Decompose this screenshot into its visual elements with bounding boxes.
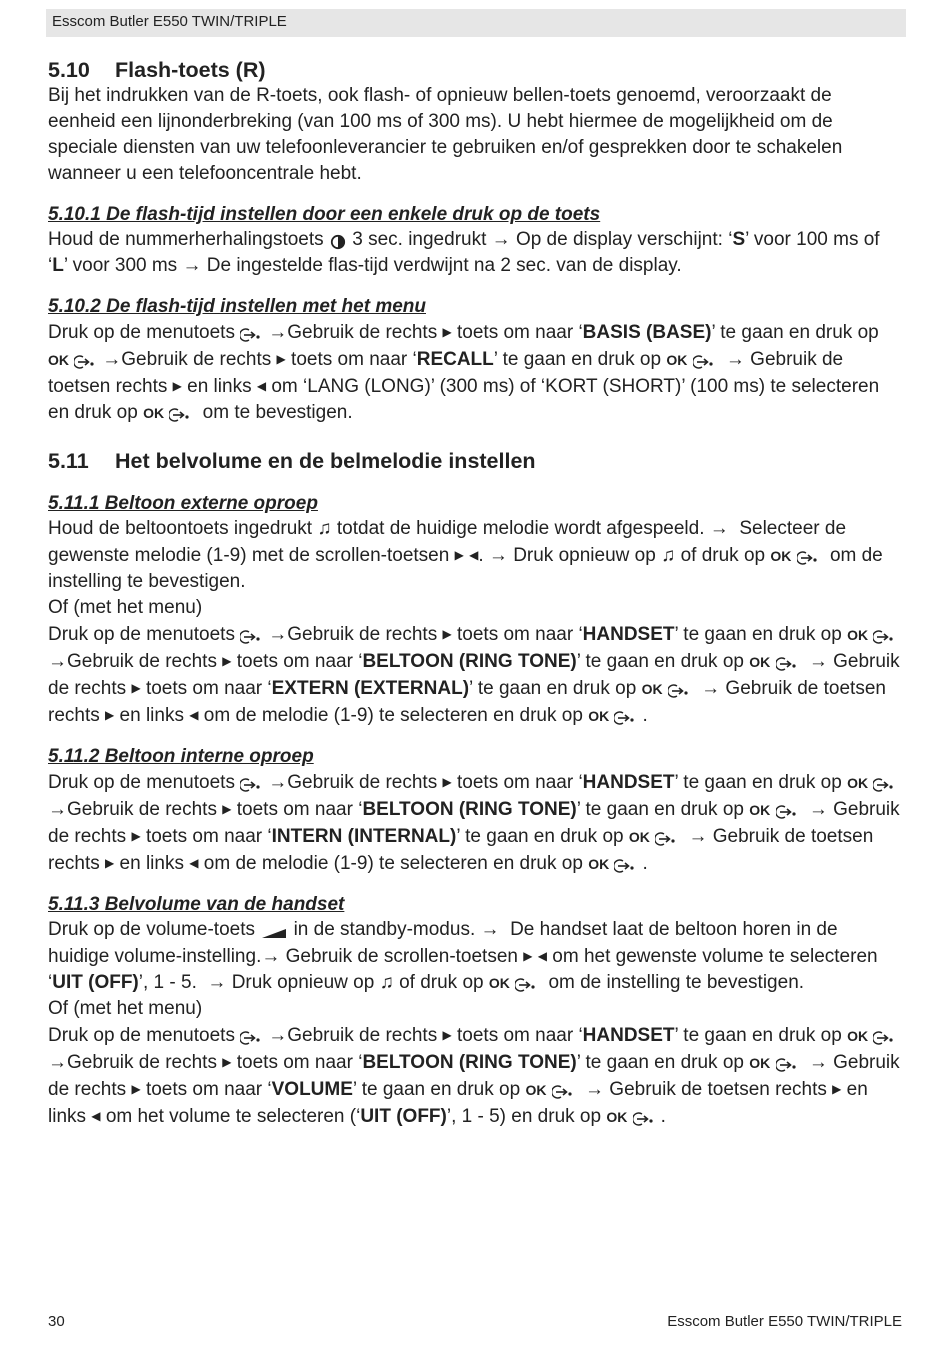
subsection-heading-5-11-1: 5.11.1 Beltoon externe oproep [48,493,318,514]
ok-label: OK [488,975,510,991]
menu-label: Of (met het menu) [48,597,203,618]
footer-title: Esscom Butler E550 TWIN/TRIPLE [667,1313,902,1330]
right-triangle-icon: ▶ [172,379,182,393]
left-triangle-icon: ◀ [189,856,199,870]
arrow-right-icon: → [808,799,828,820]
paragraph-5-11-1-menu: Druk op de menutoets →Gebruik de rechts ▶ toets om naar ‘HANDSET’ te gaan en druk op OK →Gebruik de rechts ▶ toets om naar ‘BELTOON (RING TONE)’ te gaan en druk op OK → Gebruik de rechts ▶ toets om naar ‘EXTERN (EXTERNAL)’ te gaan en druk op OK → Gebruik de toetsen rechts ▶ en links ◀ om de melodie (1-9) te selecteren en druk op OK . [48,624,900,726]
menu-ok-icon [240,325,268,341]
redial-icon [329,232,347,248]
menu-ok-icon [693,352,721,368]
arrow-right-icon: → [261,946,281,967]
ok-label: OK [606,1109,628,1125]
right-triangle-icon: ▶ [222,802,232,816]
ok-label: OK [628,829,650,845]
arrow-right-icon: → [688,826,708,847]
menu-ok-icon [74,352,102,368]
right-triangle-icon: ▶ [442,325,452,339]
arrow-right-icon: → [725,349,745,370]
ring-tone-icon: ♫ [379,972,394,993]
paragraph-5-11-2: Druk op de menutoets →Gebruik de rechts ▶ toets om naar ‘HANDSET’ te gaan en druk op OK →Gebruik de rechts ▶ toets om naar ‘BELTOON (RING TONE)’ te gaan en druk op OK → Gebruik de rechts ▶ toets om naar ‘INTERN (INTERNAL)’ te gaan en druk op OK → Gebruik de toetsen rechts ▶ en links ◀ om de melodie (1-9) te selecteren en druk op OK . [48,772,900,874]
right-triangle-icon: ▶ [222,1055,232,1069]
paragraph-5-11-3: Druk op de volume-toets in de standby-modus. → De handset laat de beltoon horen in de huidige volume-instelling.→ Gebruik de scrollen-toetsen ▶ ◀ om het gewenste volume te selecteren ‘UIT (OFF)’, 1 - 5. → Druk opnieuw op ♫ of druk op OK om de instelling te bevestigen. [48,919,878,993]
left-triangle-icon: ◀ [537,949,547,963]
right-triangle-icon: ▶ [442,627,452,641]
menu-ok-icon [614,708,642,724]
arrow-right-icon: → [268,624,288,645]
menu-ok-icon [776,654,804,670]
arrow-right-icon: → [808,651,828,672]
ok-label: OK [749,654,771,670]
ok-label: OK [641,681,663,697]
ring-tone-icon: ♫ [661,545,676,566]
menu-ok-icon [169,405,197,421]
volume-icon [260,922,288,938]
arrow-right-icon: → [701,678,721,699]
arrow-right-icon: → [268,1025,288,1046]
paragraph-5-10-1: Houd de nummerherhalingstoets 3 sec. ingedrukt → Op de display verschijnt: ‘S’ voor 100 ms of ‘L’ voor 300 ms → De ingestelde flas-tijd verdwijnt na 2 sec. van de display. [48,229,880,276]
arrow-right-icon: → [207,972,227,993]
right-triangle-icon: ▶ [222,654,232,668]
left-triangle-icon: ◀ [91,1109,101,1123]
ok-label: OK [525,1082,547,1098]
ring-tone-icon: ♫ [317,518,332,539]
right-triangle-icon: ▶ [105,856,115,870]
right-triangle-icon: ▶ [276,352,286,366]
header-title: Esscom Butler E550 TWIN/TRIPLE [52,13,287,30]
arrow-right-icon: → [491,229,511,250]
subsection-heading-5-11-3: 5.11.3 Belvolume van de handset [48,894,345,915]
right-triangle-icon: ▶ [105,708,115,722]
document-body [48,57,903,1130]
arrow-right-icon: → [48,651,67,672]
menu-ok-icon [240,1028,268,1044]
arrow-right-icon: → [808,1052,828,1073]
menu-ok-icon [515,975,543,991]
right-triangle-icon: ▶ [131,1082,141,1096]
subsection-heading-5-10-2: 5.10.2 De flash-tijd instellen met het menu [48,296,426,317]
menu-ok-icon [552,1082,580,1098]
right-triangle-icon: ▶ [442,1028,452,1042]
right-triangle-icon: ▶ [832,1082,842,1096]
menu-ok-icon [776,1055,804,1071]
arrow-right-icon: → [102,349,122,370]
subsection-heading-5-10-1: 5.10.1 De flash-tijd instellen door een enkele druk op de toets [48,204,601,225]
footer-page-number: 30 [48,1313,65,1330]
arrow-right-icon: → [585,1079,605,1100]
menu-ok-icon [797,548,825,564]
menu-ok-icon [776,802,804,818]
right-triangle-icon: ▶ [523,949,533,963]
section-heading-5-11: 5.11 Het belvolume en de belmelodie instellen [48,449,536,473]
ok-label: OK [143,405,165,421]
menu-ok-icon [240,775,268,791]
section-heading-5-10: 5.10 Flash-toets (R) [48,58,266,82]
arrow-right-icon: → [268,772,288,793]
menu-ok-icon [655,829,683,845]
subsection-heading-5-11-2: 5.11.2 Beltoon interne oproep [48,746,314,767]
menu-ok-icon [873,627,901,643]
menu-ok-icon [240,627,268,643]
right-triangle-icon: ▶ [454,548,464,562]
ok-label: OK [847,1028,869,1044]
right-triangle-icon: ▶ [442,775,452,789]
ok-label: OK [666,352,688,368]
arrow-right-icon: → [268,322,288,343]
menu-ok-icon [633,1109,661,1125]
ok-label: OK [749,1055,771,1071]
left-triangle-icon: ◀ [469,548,479,562]
section-intro: Bij het indrukken van de R-toets, ook flash- of opnieuw bellen-toets genoemd, veroorzaakt de eenheid een lijnonderbreking (van 100 ms of 300 ms). U hebt hiermee de mogelijkheid om de speciale diensten van uw telefoonleverancier te gebruiken en/of gesprekken door te schakelen wanneer u een telefooncentrale hebt. [48,85,843,184]
ok-label: OK [588,856,610,872]
ok-label: OK [48,352,69,368]
arrow-right-icon: → [182,255,202,276]
arrow-right-icon: → [48,799,67,820]
left-triangle-icon: ◀ [256,379,267,393]
left-triangle-icon: ◀ [189,708,199,722]
right-triangle-icon: ▶ [131,829,141,843]
menu-ok-icon [668,681,696,697]
menu-ok-icon [873,1028,901,1044]
paragraph-5-11-1: Houd de beltoontoets ingedrukt ♫ totdat de huidige melodie wordt afgespeeld. → Selecteer de gewenste melodie (1-9) met de scrollen-toetsen ▶ ◀. → Druk opnieuw op ♫ of druk op OK om de instelling te bevestigen. [48,518,883,592]
arrow-right-icon: → [709,518,729,539]
ok-label: OK [847,775,869,791]
ok-label: OK [770,548,792,564]
paragraph-5-11-3-menu: Druk op de menutoets →Gebruik de rechts ▶ toets om naar ‘HANDSET’ te gaan en druk op OK →Gebruik de rechts ▶ toets om naar ‘BELTOON (RING TONE)’ te gaan en druk op OK → Gebruik de rechts ▶ toets om naar ‘VOLUME’ te gaan en druk op OK → Gebruik de toetsen rechts ▶ en links ◀ om het volume te selecteren (‘UIT (OFF)’, 1 - 5) en druk op OK . [48,1025,900,1127]
menu-ok-icon [614,856,642,872]
ok-label: OK [749,802,771,818]
menu-label: Of (met het menu) [48,998,203,1019]
arrow-right-icon: → [48,1052,67,1073]
menu-ok-icon [873,775,901,791]
paragraph-5-10-2: Druk op de menutoets →Gebruik de rechts ▶ toets om naar ‘BASIS (BASE)’ te gaan en druk op OK →Gebruik de rechts ▶ toets om naar ‘RECALL’ te gaan en druk op OK → Gebruik de toetsen rechts ▶ en links ◀ om ‘LANG (LONG)’ (300 ms) of ‘KORT (SHORT)’ (100 ms) te selecteren en druk op OK om te bevestigen. [48,322,880,423]
arrow-right-icon: → [480,919,500,940]
right-triangle-icon: ▶ [131,681,141,695]
page-header [46,9,906,37]
ok-label: OK [588,708,610,724]
ok-label: OK [847,627,869,643]
arrow-right-icon: → [488,545,508,566]
